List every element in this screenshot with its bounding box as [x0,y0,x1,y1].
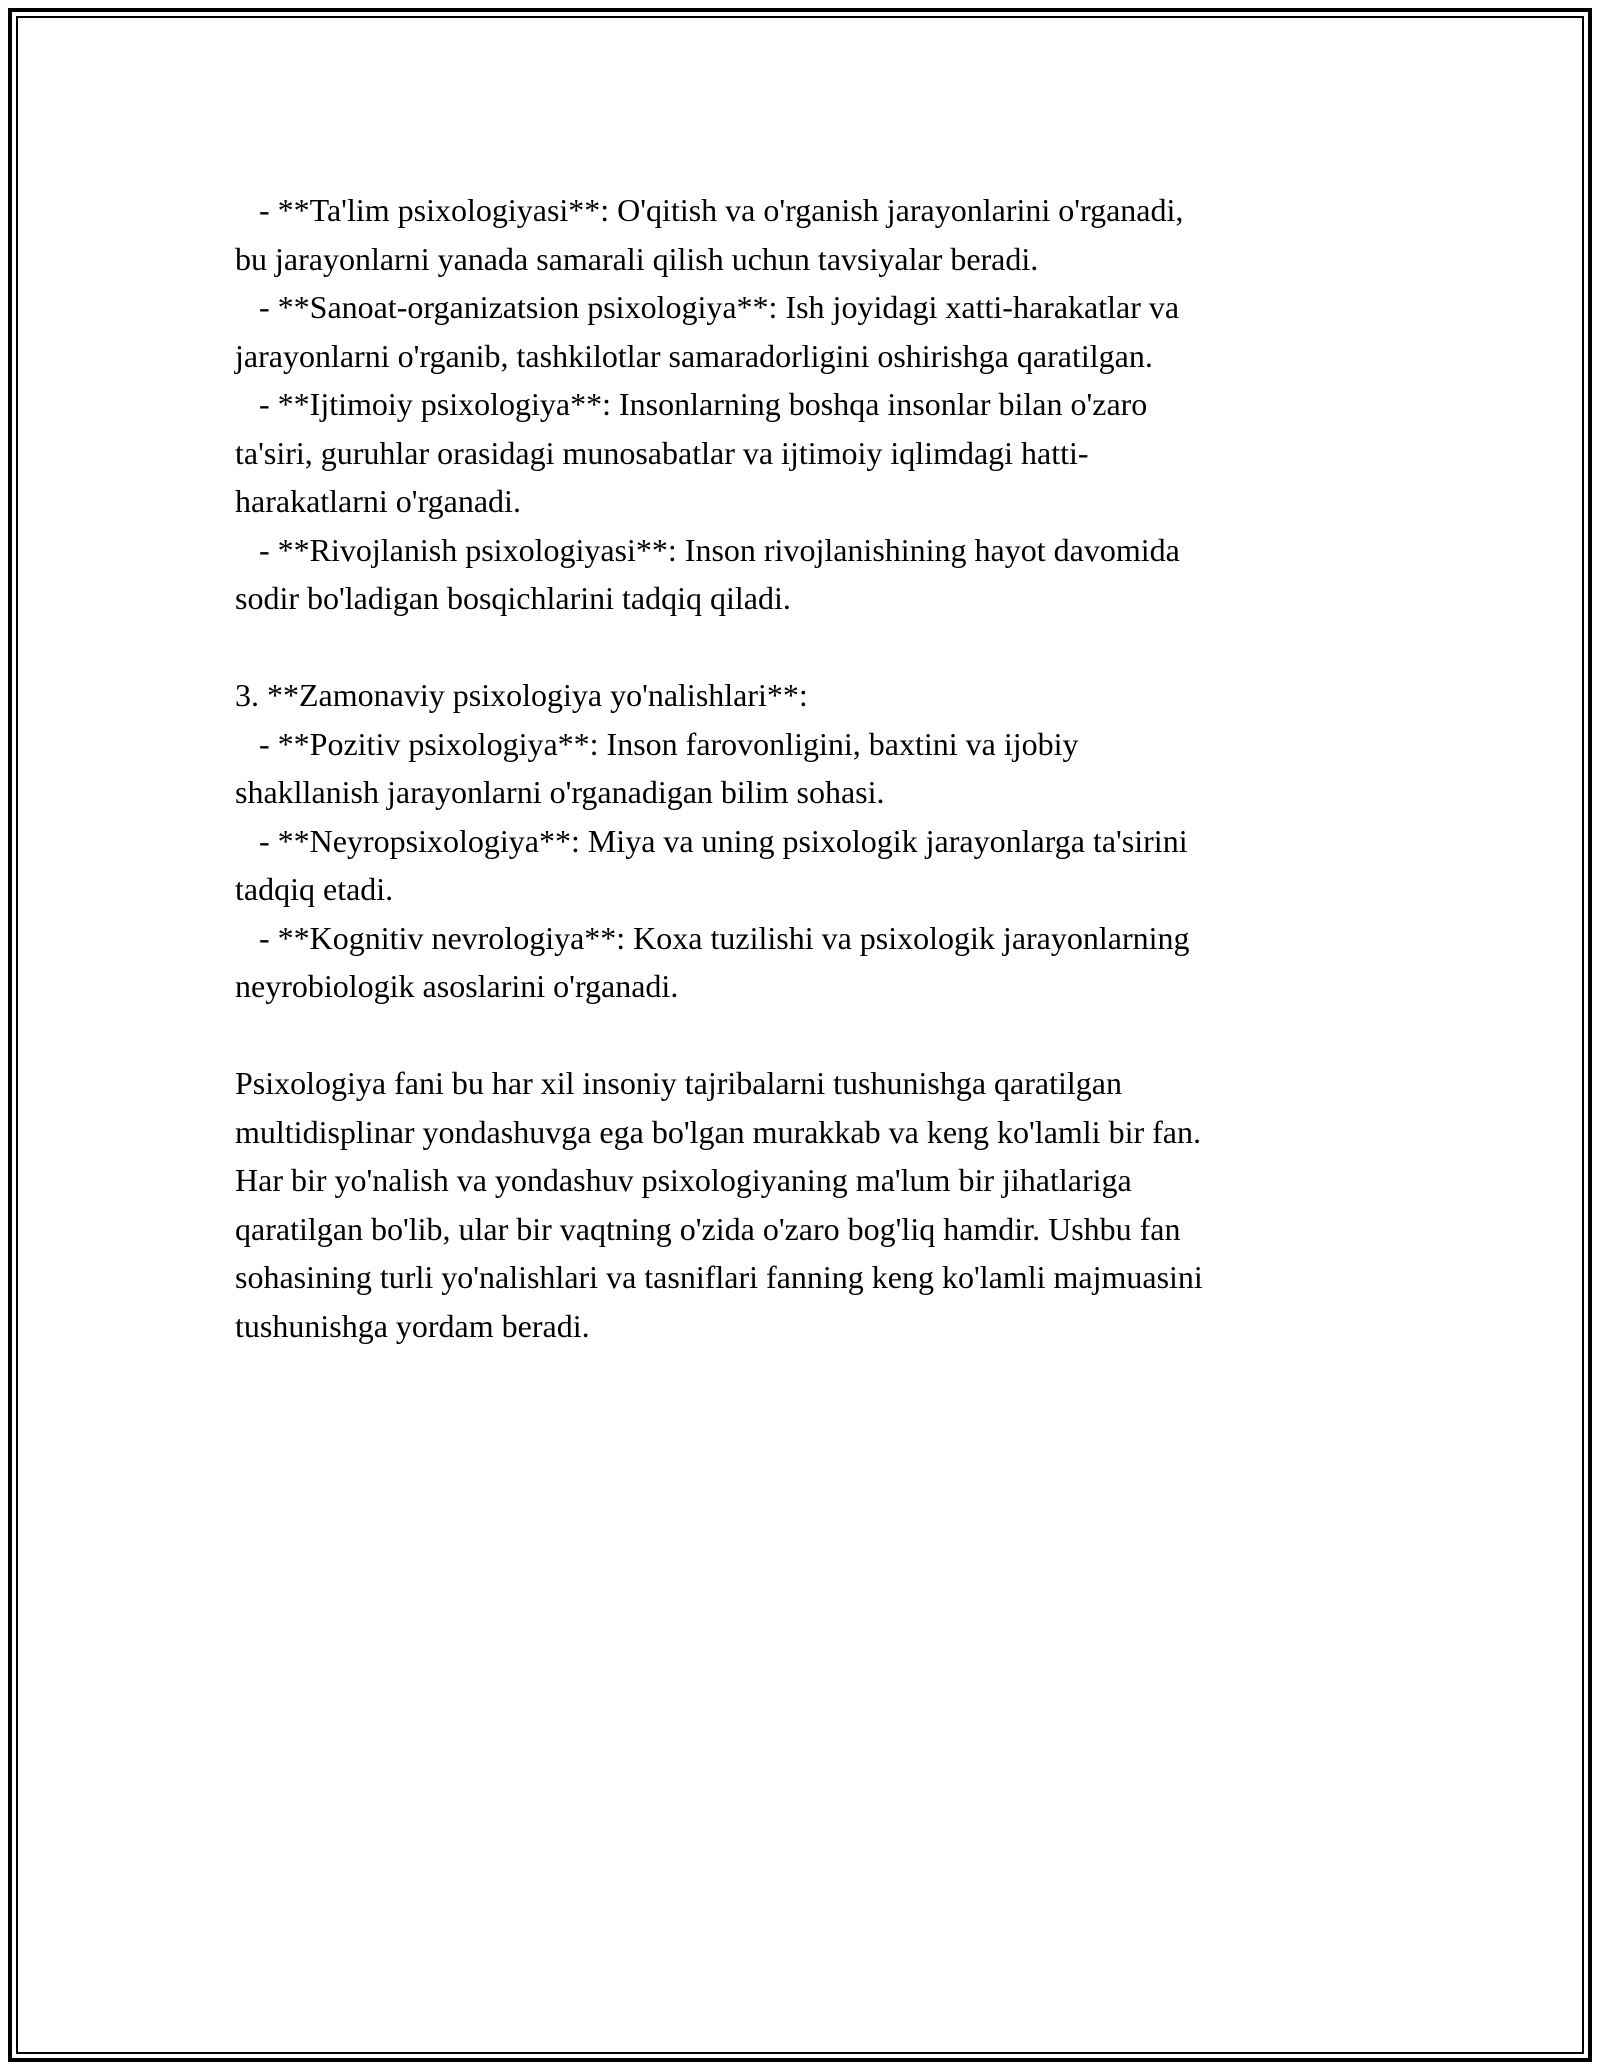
text-line: harakatlarni o'rganadi. [235,483,521,519]
text-line: - **Ijtimoiy psixologiya**: Insonlarning boshqa insonlar bilan o'zaro [235,386,1148,422]
text-line: Psixologiya fani bu har xil insoniy tajribalarni tushunishga qaratilgan [235,1065,1122,1101]
list-item [235,283,1365,380]
list-item [235,380,1365,526]
page-content [235,186,1365,1350]
text-line: - **Neyropsixologiya**: Miya va uning psixologik jarayonlarga ta'sirini [235,822,1188,859]
list-item [235,914,1365,1011]
text-line: tushunishga yordam beradi. [235,1307,590,1344]
text-line: bu jarayonlarni yanada samarali qilish uchun tavsiyalar beradi. [235,240,1039,277]
list-item [235,720,1365,817]
text-line: - **Ta'lim psixologiyasi**: O'qitish va o'rganish jarayonlarini o'rganadi, [235,192,1184,228]
list-item [235,526,1365,623]
paragraph-spacer [235,623,1365,672]
text-line: - **Rivojlanish psixologiyasi**: Inson rivojlanishining hayot davomida [235,531,1180,568]
text-line: tadqiq etadi. [235,871,394,907]
paragraph-spacer [235,1011,1365,1060]
text-line: qaratilgan bo'lib, ular bir vaqtning o'zida o'zaro bog'liq hamdir. Ushbu fan [235,1210,1181,1247]
text-line: jarayonlarni o'rganib, tashkilotlar samaradorligini oshirishga qaratilgan. [235,337,1153,374]
text-line: shakllanish jarayonlarni o'rganadigan bilim sohasi. [235,774,885,810]
text-line: neyrobiologik asoslarini o'rganadi. [235,968,679,1004]
text-line: Har bir yo'nalish va yondashuv psixologiyaning ma'lum bir jihatlariga [235,1162,1132,1198]
text-line: ta'siri, guruhlar orasidagi munosabatlar va ijtimoiy iqlimdagi hatti- [235,434,1089,471]
text-line: sohasining turli yo'nalishlari va tasniflari fanning keng ko'lamli majmuasini [235,1259,1203,1295]
conclusion-paragraph [235,1059,1365,1350]
text-line: - **Pozitiv psixologiya**: Inson farovonligini, baxtini va ijobiy [235,725,1079,762]
text-line: multidisplinar yondashuvga ega bo'lgan murakkab va keng ko'lamli bir fan. [235,1113,1201,1150]
list-item [235,186,1365,283]
list-item [235,817,1365,914]
text-line: sodir bo'ladigan bosqichlarini tadqiq qiladi. [235,580,791,616]
text-line: - **Sanoat-organizatsion psixologiya**: Ish joyidagi xatti-harakatlar va [235,289,1180,325]
text-line: - **Kognitiv nevrologiya**: Koxa tuzilishi va psixologik jarayonlarning [235,919,1190,956]
section-heading: 3. **Zamonaviy psixologiya yo'nalishlari**: [235,677,808,713]
